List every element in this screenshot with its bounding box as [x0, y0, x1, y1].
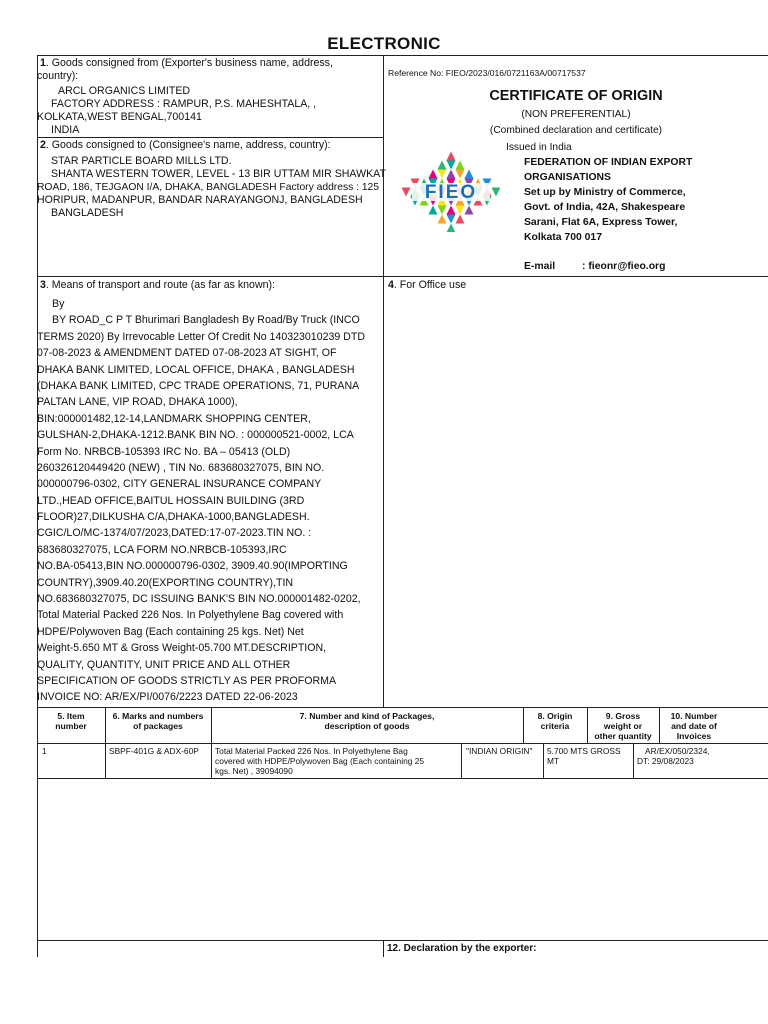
transport-details — [37, 296, 365, 706]
consignor-line-2: FACTORY ADDRESS : RAMPUR, P.S. MAHESHTALA, , — [51, 98, 317, 110]
col-header-origin-l2: criteria — [540, 721, 570, 731]
logo-tile — [447, 161, 456, 170]
logo-tile — [402, 188, 411, 197]
consignee-address — [37, 155, 386, 220]
col-header-packages — [211, 711, 523, 731]
transport-line-8: GULSHAN-2,DHAKA-1212.BANK BIN NO. : 000000521-0002, LCA — [37, 429, 354, 442]
logo-tile — [465, 206, 474, 215]
transport-line-1: BY ROAD_C P T Bhurimari Bangladesh By Road/By Truck (INCO — [52, 314, 360, 327]
logo-tile — [438, 161, 447, 170]
logo-tile — [456, 161, 465, 170]
transport-line-11: 000000796-0302, CITY GENERAL INSURANCE COMPANY — [37, 478, 322, 491]
consignee-line-4: HORIPUR, MADANPUR, BANDAR NARAYANGONJ, BANGLADESH — [37, 194, 363, 206]
fieo-logo-text: FIEO — [424, 182, 478, 203]
transport-line-6: PALTAN LANE, VIP ROAD, DHAKA 1000), — [37, 396, 238, 409]
box3-heading — [40, 279, 275, 292]
org-line-5: Sarani, Flat 6A, Express Tower, — [524, 217, 678, 228]
row-item-number: 1 — [42, 746, 47, 756]
row-description-l2: covered with HDPE/Polywoven Bag (Each containing 25 — [215, 755, 425, 766]
transport-by: By — [52, 298, 65, 310]
org-line-2: ORGANISATIONS — [524, 172, 611, 183]
logo-tile — [465, 170, 474, 179]
logo-tile — [438, 215, 447, 224]
col-header-item-l1: 5. Item — [57, 711, 85, 721]
transport-line-20: HDPE/Polywoven Bag (Each containing 25 kgs. Net) Net — [37, 625, 304, 638]
col-header-marks-l1: 6. Marks and numbers — [112, 711, 204, 721]
email-label: E-mail — [524, 261, 556, 272]
rule-top — [37, 55, 768, 56]
col-header-packages-l1: 7. Number and kind of Packages, — [299, 711, 435, 721]
logo-tile — [438, 206, 447, 215]
row-weight — [547, 747, 621, 767]
rule-col-4b — [543, 743, 544, 778]
rule-box12-top — [37, 940, 768, 941]
col-header-invoice-l2: and date of — [671, 721, 717, 731]
col-header-marks-l2: of packages — [133, 721, 183, 731]
rule-col-3b — [461, 743, 462, 778]
consignor-name: ARCL ORGANICS LIMITED — [58, 85, 191, 97]
row-origin: "INDIAN ORIGIN" — [466, 746, 533, 756]
consignee-line-2: SHANTA WESTERN TOWER, LEVEL - 13 BIR UTTAM MIR SHAWKAT — [51, 168, 386, 180]
consignee-name: STAR PARTICLE BOARD MILLS LTD. — [51, 155, 232, 167]
transport-line-12: LTD.,HEAD OFFICE,BAITUL HOSSAIN BUILDING (3RD — [37, 494, 305, 507]
transport-line-2: TERMS 2020) By Irrevocable Letter Of Credit No 140323010239 DTD — [37, 330, 365, 343]
row-description-l3: kgs. Net) , 39094090 — [215, 765, 293, 776]
certificate-title: CERTIFICATE OF ORIGIN — [489, 88, 663, 104]
non-preferential-label: (NON PREFERENTIAL) — [521, 109, 631, 120]
transport-line-16: NO.BA-05413,BIN NO.000000796-0302, 3909.40.90(IMPORTING — [37, 560, 348, 573]
fieo-logo — [402, 152, 500, 232]
box4-heading — [388, 279, 466, 292]
transport-line-23: SPECIFICATION OF GOODS STRICTLY AS PER PROFORMA — [37, 674, 337, 687]
issued-in-label: Issued in India — [506, 142, 572, 153]
org-line-6: Kolkata 700 017 — [524, 232, 602, 243]
row-description-l1: Total Material Packed 226 Nos. In Polyethylene Bag — [215, 746, 408, 756]
row-weight-l2: MT — [547, 755, 560, 766]
col-header-invoice-l1: 10. Number — [670, 711, 718, 721]
logo-tile — [456, 215, 465, 224]
rule-header-bottom — [37, 276, 768, 277]
consignee-country: BANGLADESH — [51, 207, 124, 219]
logo-tile — [447, 152, 456, 161]
logo-tile — [492, 188, 501, 197]
rule-col-5b — [633, 743, 634, 778]
transport-line-15: 683680327075, LCA FORM NO.NRBCB-105393,IRC — [37, 543, 287, 556]
col-header-origin — [523, 711, 587, 731]
org-line-3: Set up by Ministry of Commerce, — [524, 187, 686, 198]
box4-heading-text: . For Office use — [393, 279, 467, 291]
page-title: ELECTRONIC — [327, 34, 441, 53]
logo-tile — [429, 170, 438, 179]
box1-heading — [37, 57, 333, 83]
transport-line-19: Total Material Packed 226 Nos. In Polyethylene Bag covered with — [37, 609, 344, 622]
col-header-origin-l1: 8. Origin — [537, 711, 573, 721]
box2-heading — [40, 139, 331, 152]
transport-line-14: CGIC/LO/MC-1374/07/2023,DATED:17-07-2023.TIN NO. : — [37, 527, 312, 540]
box3-heading-text: . Means of transport and route (as far as known): — [45, 279, 275, 291]
transport-line-4: DHAKA BANK LIMITED, LOCAL OFFICE, DHAKA , BANGLADESH — [37, 363, 355, 376]
box4-number: 4 — [388, 279, 394, 291]
rule-table-row-bottom — [37, 778, 768, 779]
transport-line-13: FLOOR)27,DILKUSHA C/A,DHAKA-1000,BANGLADESH. — [37, 511, 310, 524]
col-header-weight — [587, 711, 659, 741]
transport-line-21: Weight-5.650 MT & Gross Weight-05.700 MT.DESCRIPTION, — [37, 642, 327, 655]
logo-tile — [456, 170, 465, 179]
consignor-country: INDIA — [51, 124, 80, 136]
email-value: : fieonr@fieo.org — [582, 261, 666, 272]
box12-heading: 12. Declaration by the exporter: — [387, 943, 537, 954]
fieo-organisation — [524, 155, 692, 245]
box3-number: 3 — [40, 279, 46, 291]
box2-heading-text: . Goods consigned to (Consignee's name, address, country): — [45, 139, 331, 151]
col-header-invoice — [659, 711, 729, 741]
rule-middle — [383, 55, 384, 707]
transport-line-3: 07-08-2023 & AMENDMENT DATED 07-08-2023 AT SIGHT, OF — [37, 347, 337, 360]
box1-number: 1 — [40, 57, 46, 69]
org-line-4: Govt. of India, 42A, Shakespeare — [524, 202, 686, 213]
transport-line-5: (DHAKA BANK LIMITED, CPC TRADE OPERATIONS, 71, PURANA — [37, 379, 360, 392]
row-marks: SBPF-401G & ADX-60P — [109, 746, 199, 756]
logo-tile — [447, 224, 456, 233]
box1-heading-line-2: country): — [37, 70, 79, 82]
transport-line-17: COUNTRY),3909.40.20(EXPORTING COUNTRY),TIN — [37, 576, 294, 589]
combined-declaration-label: (Combined declaration and certificate) — [489, 125, 663, 136]
box1-heading-line-1: . Goods consigned from (Exporter's business name, address, — [45, 57, 333, 69]
col-header-weight-l1: 9. Gross — [605, 711, 641, 721]
transport-line-22: QUALITY, QUANTITY, UNIT PRICE AND ALL OTHER — [37, 658, 291, 671]
logo-tile — [447, 206, 456, 215]
transport-line-10: 260326120449420 (NEW) , TIN No. 683680327075, BIN NO. — [37, 461, 325, 474]
row-invoice — [637, 747, 710, 767]
col-header-item-l2: number — [55, 721, 87, 731]
consignor-line-3: KOLKATA,WEST BENGAL,700141 — [37, 111, 202, 123]
row-weight-l1: 5.700 MTS GROSS — [547, 746, 621, 756]
col-header-packages-l2: description of goods — [324, 721, 410, 731]
logo-tile — [456, 206, 465, 215]
row-description — [215, 747, 424, 776]
col-header-weight-l2: weight or — [603, 721, 643, 731]
org-line-1: FEDERATION OF INDIAN EXPORT — [524, 157, 693, 168]
transport-line-7: BIN:000001482,12-14,LANDMARK SHOPPING CENTER, — [37, 412, 311, 425]
box2-number: 2 — [40, 139, 46, 151]
consignor-address — [37, 85, 316, 137]
transport-line-24: INVOICE NO: AR/EX/PI/0076/2223 DATED 22-06-2023 — [37, 691, 298, 704]
rule-box12-divider — [383, 940, 384, 957]
col-header-item — [37, 711, 105, 731]
col-header-marks — [105, 711, 211, 731]
col-header-invoice-l3: Invoices — [676, 731, 712, 741]
row-invoice-l2: DT: 29/08/2023 — [637, 755, 694, 766]
row-invoice-l1: AR/EX/050/2324, — [645, 746, 710, 756]
logo-tile — [447, 170, 456, 179]
rule-table-header-bottom — [37, 743, 768, 744]
reference-number: Reference No: FIEO/2023/016/0721163A/00717537 — [388, 68, 586, 78]
transport-line-18: NO.683680327075, DC ISSUING BANK'S BIN NO.000001482-0202, — [37, 593, 361, 606]
rule-box1-bottom — [37, 137, 383, 138]
transport-line-9: Form No. NRBCB-105393 IRC No. BA – 05413 (OLD) — [37, 445, 291, 458]
consignee-line-3: ROAD, 186, TEJGAON I/A, DHAKA, BANGLADESH Factory address : 125 — [37, 182, 380, 193]
col-header-weight-l3: other quantity — [594, 731, 652, 741]
logo-tile — [429, 206, 438, 215]
logo-tile — [447, 215, 456, 224]
logo-tile — [438, 170, 447, 179]
